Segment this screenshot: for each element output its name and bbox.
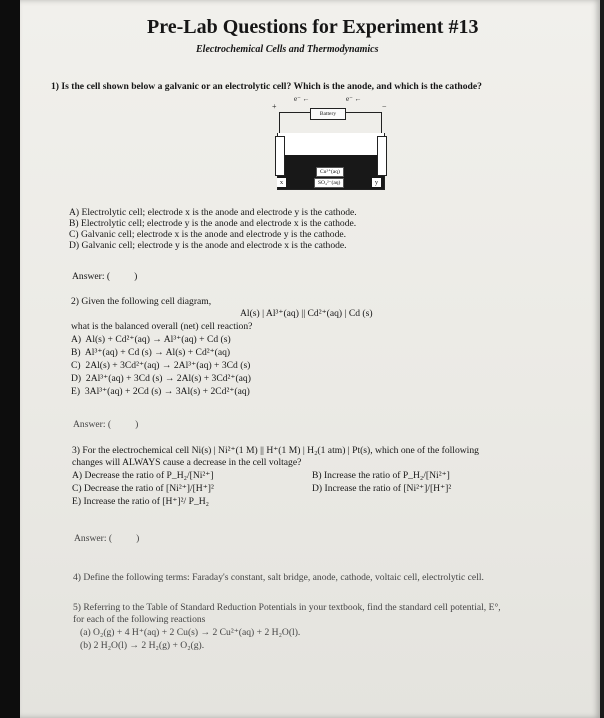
q2-option-c: C) 2Al(s) + 3Cd²⁺(aq) → 2Al³⁺(aq) + 3Cd (s): [71, 360, 251, 371]
q3-answer[interactable]: Answer: ( ): [74, 533, 140, 544]
q1-option-b: B) Electrolytic cell; electrode y is the anode and electrode x is the cathode.: [69, 218, 357, 229]
page-title: Pre-Lab Questions for Experiment #13: [147, 16, 479, 38]
q2-cell-notation: Al(s) | Al³⁺(aq) || Cd²⁺(aq) | Cd (s): [240, 308, 373, 319]
q2-question: 2) Given the following cell diagram,: [71, 296, 212, 307]
q1-option-d: D) Galvanic cell; electrode y is the anode and electrode x is the cathode.: [69, 240, 347, 251]
q3-line1: 3) For the electrochemical cell Ni(s) | Ni²⁺(1 M) || H⁺(1 M) | H₂(1 atm) | Pt(s), which one of the following: [72, 445, 479, 456]
ion-label-cu: Cu²⁺(aq): [316, 167, 344, 177]
q2-option-d: D) 2Al³⁺(aq) + 3Cd (s) → 2Al(s) + 3Cd²⁺(aq): [71, 373, 251, 384]
right-wire-top: [344, 112, 382, 113]
electrolytic-cell-diagram: [264, 93, 396, 193]
q1-question: 1) Is the cell shown below a galvanic or an electrolytic cell? Which is the anode, and which is the cathode?: [51, 81, 482, 92]
dark-border-left: [0, 0, 20, 718]
q3-option-b: B) Increase the ratio of P_H₂/[Ni²⁺]: [312, 470, 450, 481]
electron-arrow-left: e⁻ ←: [294, 95, 310, 103]
electron-arrow-right: e⁻ ←: [346, 95, 362, 103]
q4-text: 4) Define the following terms: Faraday's constant, salt bridge, anode, cathode, voltaic cell, electrolytic cell.: [73, 572, 484, 583]
q5-reaction-a: (a) O₂(g) + 4 H⁺(aq) + 2 Cu(s) → 2 Cu²⁺(aq) + 2 H₂O(l).: [80, 627, 301, 638]
ion-label-so4: SO₄²⁻(aq): [314, 178, 344, 188]
q2-answer[interactable]: Answer: ( ): [73, 419, 139, 430]
q2-option-a: A) Al(s) + Cd²⁺(aq) → Al³⁺(aq) + Cd (s): [71, 334, 231, 345]
q2-prompt: what is the balanced overall (net) cell reaction?: [71, 321, 253, 332]
q1-answer[interactable]: Answer: ( ): [72, 271, 138, 282]
q2-option-e: E) 3Al³⁺(aq) + 2Cd (s) → 3Al(s) + 2Cd²⁺(aq): [71, 386, 250, 397]
q3-option-d: D) Increase the ratio of [Ni²⁺]/[H⁺]²: [312, 483, 452, 494]
left-wire-top: [279, 112, 310, 113]
plus-sign: +: [272, 102, 277, 111]
q5-line2: for each of the following reactions: [73, 614, 206, 625]
label-x: x: [277, 178, 286, 187]
page-subtitle: Electrochemical Cells and Thermodynamics: [196, 44, 379, 55]
q2-option-b: B) Al³⁺(aq) + Cd (s) → Al(s) + Cd²⁺(aq): [71, 347, 231, 358]
label-y: y: [372, 178, 381, 187]
q3-option-a: A) Decrease the ratio of P_H₂/[Ni²⁺]: [72, 470, 214, 481]
battery: Battery: [310, 108, 346, 120]
minus-sign: −: [382, 102, 387, 111]
q3-line2: changes will ALWAYS cause a decrease in the cell voltage?: [72, 457, 302, 468]
document-page: [20, 0, 600, 718]
q5-reaction-b: (b) 2 H₂O(l) → 2 H₂(g) + O₂(g).: [80, 640, 205, 651]
q3-option-e: E) Increase the ratio of [H⁺]²/ P_H₂: [72, 496, 210, 507]
electrode-x: [275, 136, 285, 176]
q3-option-c: C) Decrease the ratio of [Ni²⁺]/[H⁺]²: [72, 483, 214, 494]
q1-option-a: A) Electrolytic cell; electrode x is the anode and electrode y is the cathode.: [69, 207, 357, 218]
electrode-y: [377, 136, 387, 176]
q1-option-c: C) Galvanic cell; electrode x is the anode and electrode y is the cathode.: [69, 229, 347, 240]
q5-line1: 5) Referring to the Table of Standard Reduction Potentials in your textbook, find the standard cell potential, E°,: [73, 602, 501, 613]
